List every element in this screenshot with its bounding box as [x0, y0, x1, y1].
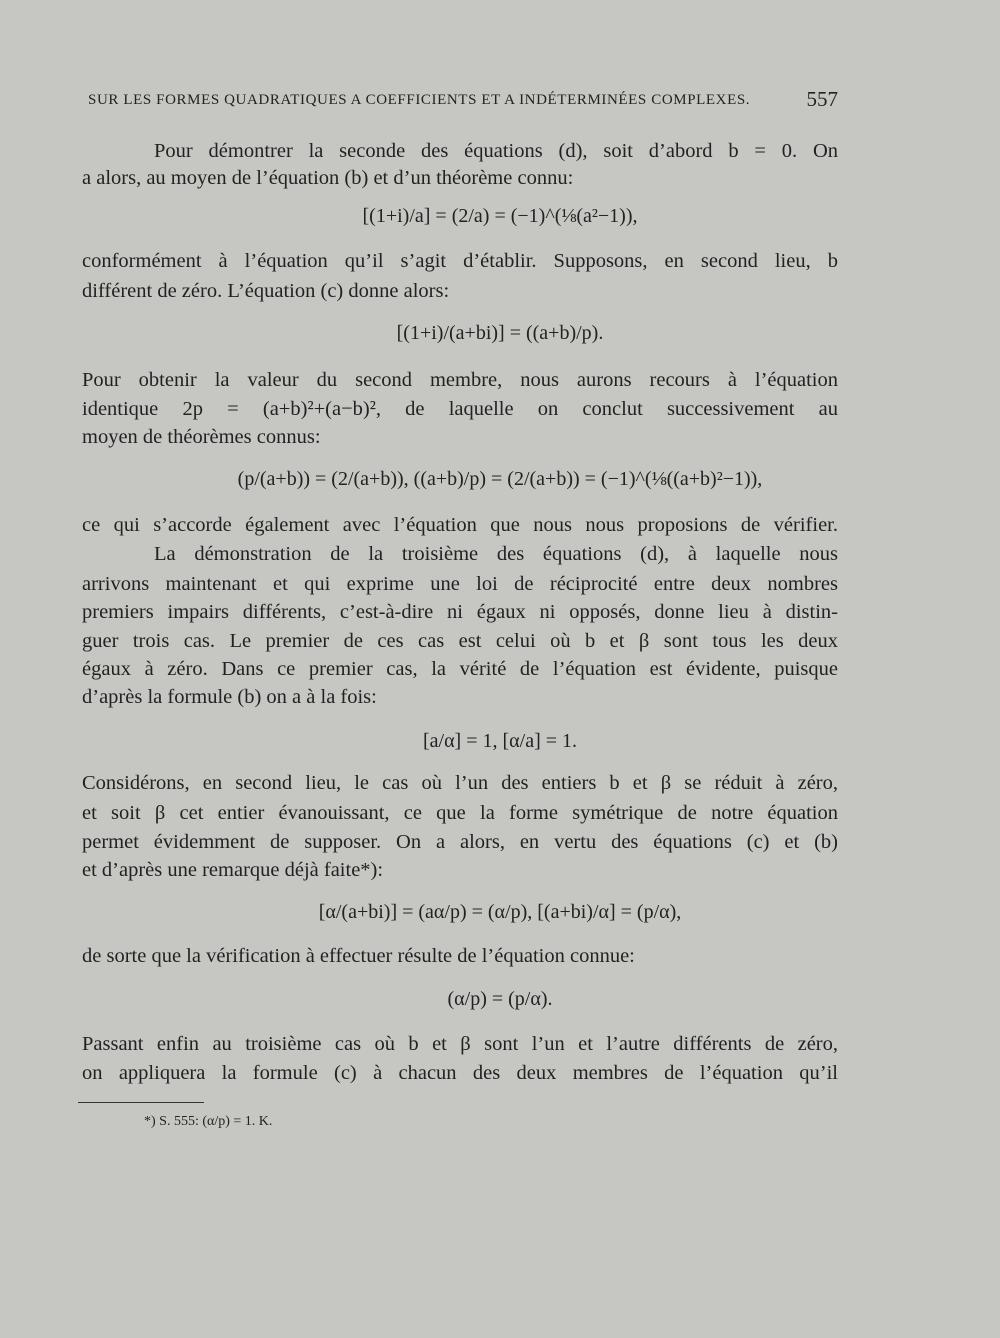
footnote: *) S. 555: (α/p) = 1. K.	[144, 1114, 273, 1129]
text-line: d’après la formule (b) on a à la fois:	[82, 686, 377, 708]
equation-2: [(1+i)/(a+bi)] = ((a+b)/p).	[396, 322, 604, 344]
footnote-rule	[78, 1102, 204, 1103]
text-line: La démonstration de la troisième des équations (d), à laquelle nous	[154, 543, 838, 565]
page-number: 557	[806, 87, 838, 111]
equation-5: [α/(a+bi)] = (aα/p) = (α/p), [(a+bi)/α] = (p/α),	[318, 901, 682, 923]
text-line: et d’après une remarque déjà faite*):	[82, 859, 384, 881]
text-line: on appliquera la formule (c) à chacun des deux membres de l’équation qu’il	[82, 1062, 838, 1084]
text-line: premiers impairs différents, c’est-à-dire ni égaux ni opposés, donne lieu à distin-	[82, 601, 838, 623]
text-line: Pour démontrer la seconde des équations (d), soit d’abord b = 0. On	[154, 140, 838, 162]
text-line: Pour obtenir la valeur du second membre, nous aurons recours à l’équation	[82, 369, 838, 391]
text-line: guer trois cas. Le premier de ces cas est celui où b et β sont tous les deux	[82, 630, 838, 652]
text-line: et soit β cet entier évanouissant, ce que la forme symétrique de notre équation	[82, 802, 838, 824]
running-title: SUR LES FORMES QUADRATIQUES A COEFFICIENTS ET A INDÉTERMINÉES COMPLEXES.	[88, 92, 751, 108]
text-line: a alors, au moyen de l’équation (b) et d’un théorème connu:	[82, 167, 574, 189]
text-line: moyen de théorèmes connus:	[82, 426, 321, 448]
text-line: ce qui s’accorde également avec l’équation que nous nous proposions de vérifier.	[82, 514, 838, 536]
text-line: différent de zéro. L’équation (c) donne alors:	[82, 280, 450, 302]
running-header	[88, 87, 838, 111]
text-line: Passant enfin au troisième cas où b et β sont l’un et l’autre différents de zéro,	[82, 1033, 838, 1055]
equation-6: (α/p) = (p/α).	[447, 988, 553, 1010]
text-line: identique 2p = (a+b)²+(a−b)², de laquelle on conclut successivement au	[82, 398, 838, 420]
text-line: conformément à l’équation qu’il s’agit d’établir. Supposons, en second lieu, b	[82, 250, 838, 272]
equation-3: (p/(a+b)) = (2/(a+b)), ((a+b)/p) = (2/(a+b)) = (−1)^(⅛((a+b)²−1)),	[237, 468, 763, 490]
text-line: égaux à zéro. Dans ce premier cas, la vérité de l’équation est évidente, puisque	[82, 658, 838, 680]
text-line: Considérons, en second lieu, le cas où l’un des entiers b et β se réduit à zéro,	[82, 772, 838, 794]
equation-1: [(1+i)/a] = (2/a) = (−1)^(⅛(a²−1)),	[362, 205, 638, 227]
text-line: de sorte que la vérification à effectuer résulte de l’équation connue:	[82, 945, 635, 967]
text-line: arrivons maintenant et qui exprime une loi de réciprocité entre deux nombres	[82, 573, 838, 595]
text-line: permet évidemment de supposer. On a alors, en vertu des équations (c) et (b)	[82, 831, 838, 853]
equation-4: [a/α] = 1, [α/a] = 1.	[422, 730, 578, 752]
